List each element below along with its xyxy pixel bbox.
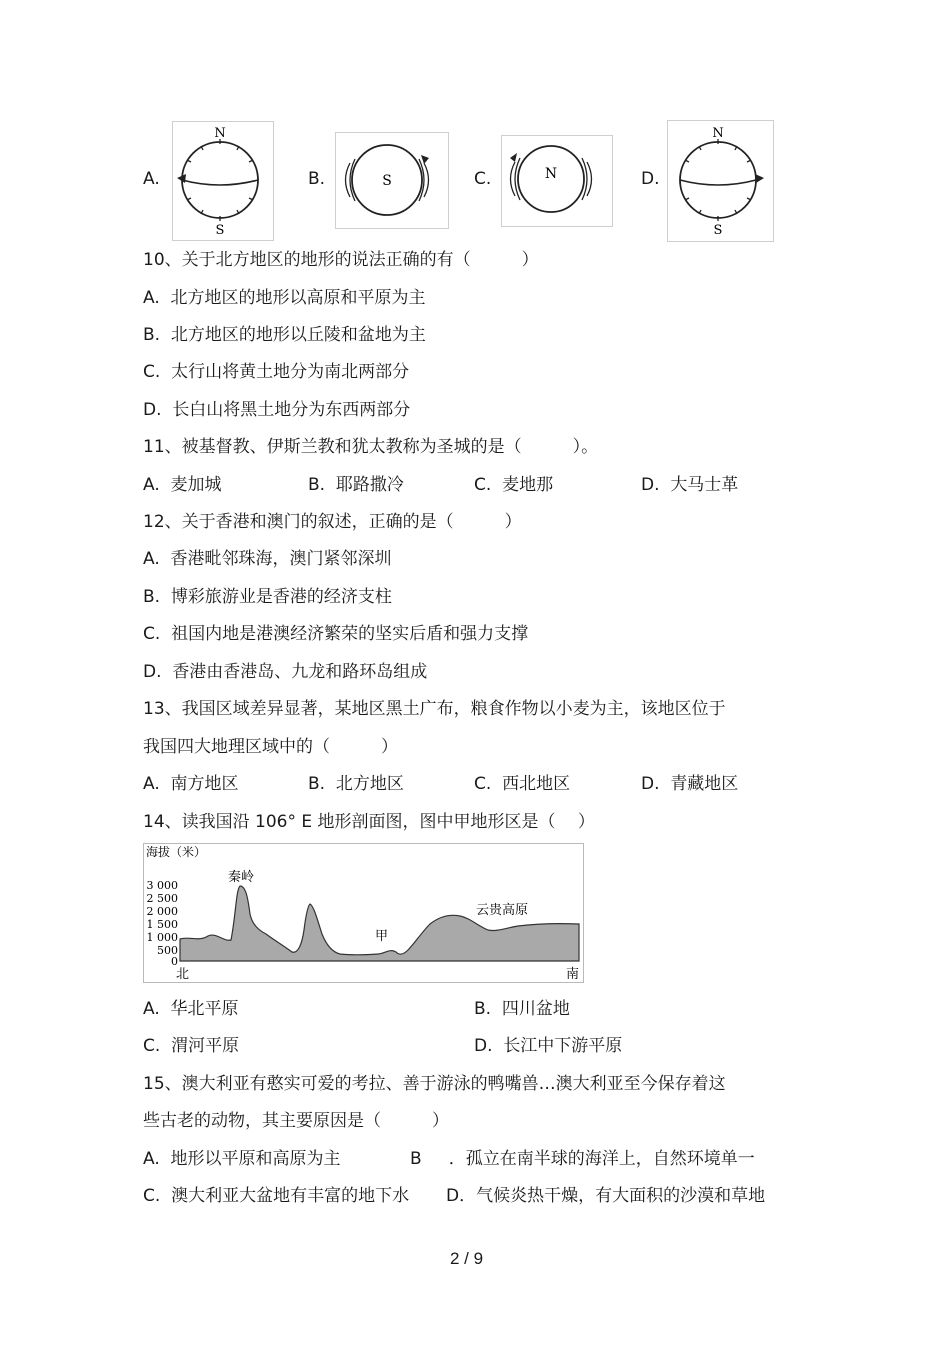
q14-label-jia: 甲 bbox=[375, 929, 389, 944]
q15-stem-line1: 15、澳大利亚有憨实可爱的考拉、善于游泳的鸭嘴兽…澳大利亚至今保存着这 bbox=[143, 1074, 726, 1094]
q9-option-a-letter: A. bbox=[143, 169, 160, 189]
q10-option-a: A. 北方地区的地形以高原和平原为主 bbox=[143, 288, 426, 308]
q9-option-c-figure bbox=[501, 135, 613, 227]
q14-option-b: B. 四川盆地 bbox=[474, 999, 570, 1019]
q14-north-label: 北 bbox=[176, 967, 190, 982]
q11-option-c: C. 麦地那 bbox=[474, 475, 554, 495]
q13-stem-line2: 我国四大地理区域中的（ ） bbox=[143, 737, 398, 757]
q10-option-c: C. 太行山将黄土地分为南北两部分 bbox=[143, 362, 410, 382]
q15-stem-line2: 些古老的动物，其主要原因是（ ） bbox=[143, 1111, 449, 1131]
q9-d-globe bbox=[680, 142, 756, 218]
q9-c-center-label: N bbox=[544, 166, 558, 182]
q14-yticks bbox=[147, 879, 179, 968]
page-number: 2 / 9 bbox=[450, 1249, 484, 1268]
q14-option-d: D. 长江中下游平原 bbox=[474, 1036, 623, 1056]
q9-d-arrow-icon bbox=[755, 174, 764, 183]
q13-option-a: A. 南方地区 bbox=[143, 774, 239, 794]
q14-ylabel: 海拔（米） bbox=[146, 845, 207, 859]
q9-option-c-letter: C. bbox=[474, 169, 492, 189]
q10-option-d: D. 长白山将黑土地分为东西两部分 bbox=[143, 400, 411, 420]
q14-ytick: 2 500 bbox=[146, 892, 178, 905]
q15-option-c: C. 澳大利亚大盆地有丰富的地下水 bbox=[143, 1186, 410, 1206]
q10-stem: 10、关于北方地区的地形的说法正确的有（ ） bbox=[143, 250, 539, 270]
q11-option-d: D. 大马士革 bbox=[641, 475, 739, 495]
q14-ytick: 2 000 bbox=[146, 905, 178, 918]
q9-d-north-label: N bbox=[712, 126, 724, 141]
q9-c-arrow-icon bbox=[510, 153, 517, 162]
q12-option-c: C. 祖国内地是港澳经济繁荣的坚实后盾和强力支撑 bbox=[143, 624, 529, 644]
q11-option-a: A. 麦加城 bbox=[143, 475, 222, 495]
q14-label-yungui: 云贵高原 bbox=[476, 903, 529, 918]
q9-b-arrow-icon bbox=[421, 155, 429, 164]
q14-ytick: 0 bbox=[171, 955, 178, 968]
q12-option-a: A. 香港毗邻珠海，澳门紧邻深圳 bbox=[143, 549, 392, 569]
q13-option-b: B. 北方地区 bbox=[308, 774, 404, 794]
q9-a-equator bbox=[182, 180, 258, 185]
q13-option-d: D. 青藏地区 bbox=[641, 774, 739, 794]
q11-stem: 11、被基督教、伊斯兰教和犹太教称为圣城的是（ ）。 bbox=[143, 437, 599, 457]
q9-a-globe bbox=[182, 142, 258, 218]
q14-ytick: 3 000 bbox=[146, 879, 178, 892]
q12-option-d: D. 香港由香港岛、九龙和路环岛组成 bbox=[143, 662, 428, 682]
q14-terrain-profile bbox=[180, 886, 579, 961]
q12-option-b: B. 博彩旅游业是香港的经济支柱 bbox=[143, 587, 392, 607]
q9-a-north-label: N bbox=[214, 126, 226, 141]
q13-stem-line1: 13、我国区域差异显著，某地区黑土广布，粮食作物以小麦为主，该地区位于 bbox=[143, 699, 726, 719]
q9-d-ticks bbox=[685, 139, 751, 221]
q13-option-c: C. 西北地区 bbox=[474, 774, 571, 794]
q11-option-b: B. 耶路撒冷 bbox=[308, 475, 404, 495]
q9-b-center-label: S bbox=[382, 173, 392, 189]
q9-option-b-letter: B. bbox=[308, 169, 326, 189]
q14-label-qinling: 秦岭 bbox=[228, 870, 255, 885]
q9-a-south-label: S bbox=[215, 223, 225, 238]
q14-ytick: 1 500 bbox=[146, 918, 178, 931]
q15-option-d: D．气候炎热干燥，有大面积的沙漠和草地 bbox=[446, 1186, 766, 1206]
q14-stem: 14、读我国沿 106° E 地形剖面图，图中甲地形区是（ ） bbox=[143, 812, 595, 832]
q12-stem: 12、关于香港和澳门的叙述，正确的是（ ） bbox=[143, 512, 522, 532]
q15-option-a: A. 地形以平原和高原为主 bbox=[143, 1149, 341, 1169]
q14-option-c: C. 渭河平原 bbox=[143, 1036, 240, 1056]
q14-south-label: 南 bbox=[566, 967, 580, 982]
q9-option-b-figure bbox=[335, 132, 449, 229]
q9-d-equator bbox=[680, 180, 756, 185]
q9-a-ticks bbox=[187, 139, 253, 221]
q14-option-a: A. 华北平原 bbox=[143, 999, 239, 1019]
q14-profile-figure bbox=[143, 843, 584, 983]
q9-option-d-figure bbox=[667, 120, 774, 242]
q9-option-d-letter: D. bbox=[641, 169, 660, 189]
q9-d-south-label: S bbox=[713, 223, 723, 238]
q14-ytick: 1 000 bbox=[146, 931, 178, 944]
q15-option-b: B ．孤立在南半球的海洋上，自然环境单一 bbox=[410, 1149, 755, 1169]
q9-option-a-figure bbox=[172, 121, 274, 241]
q14-ytick: 500 bbox=[157, 944, 178, 957]
q10-option-b: B. 北方地区的地形以丘陵和盆地为主 bbox=[143, 325, 426, 345]
